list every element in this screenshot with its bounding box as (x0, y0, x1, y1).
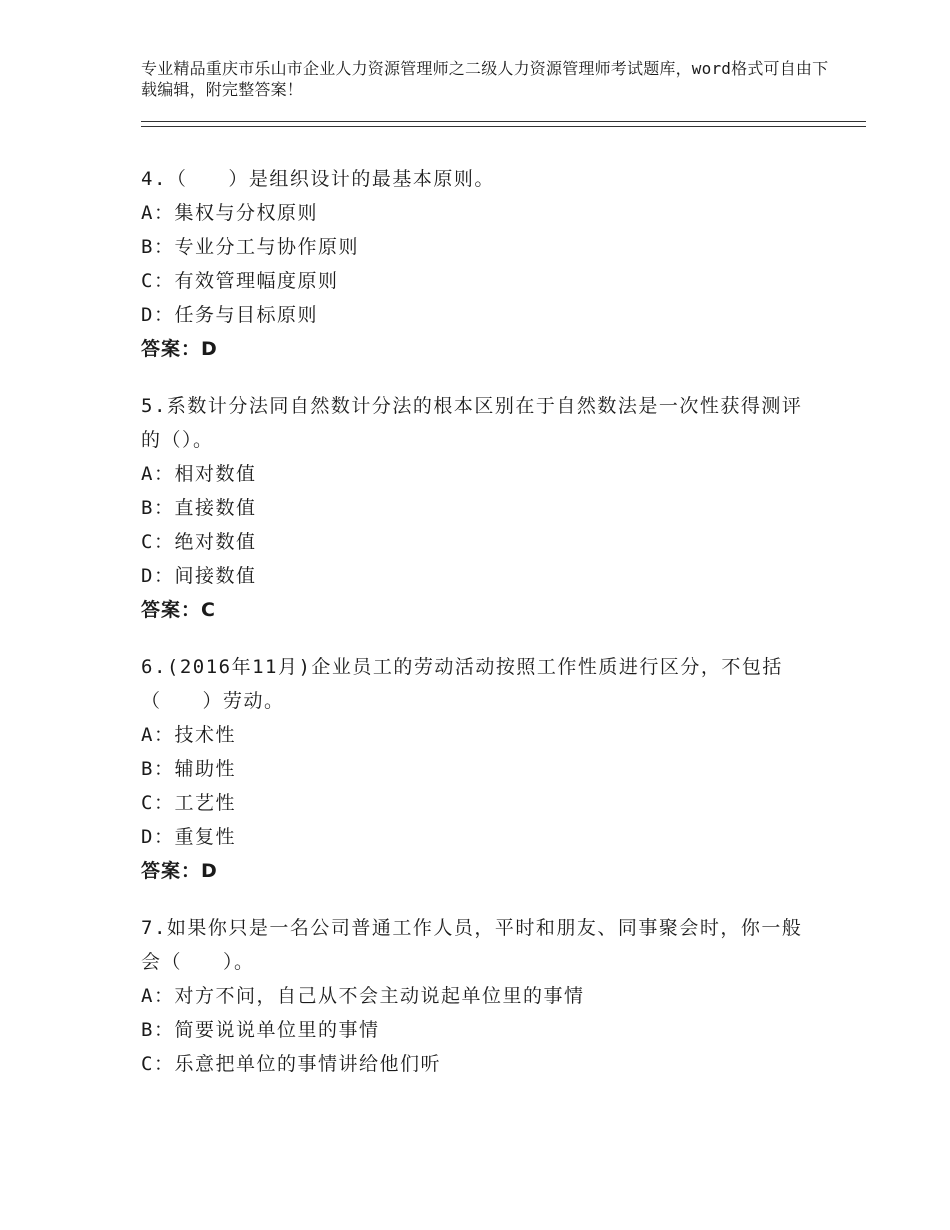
option-a: A：技术性 (141, 724, 236, 746)
question-4 (141, 162, 821, 366)
header-divider-top (141, 121, 866, 122)
option-b: B：辅助性 (141, 758, 236, 780)
option-c: C：有效管理幅度原则 (141, 270, 339, 292)
option-a: A：集权与分权原则 (141, 202, 318, 224)
option-c: C：绝对数值 (141, 531, 257, 553)
question-list (141, 162, 821, 1104)
option-d: D：任务与目标原则 (141, 304, 318, 326)
question-stem: 6.(2016年11月)企业员工的劳动活动按照工作性质进行区分，不包括（ ）劳动。 (141, 656, 783, 712)
option-b: B：专业分工与协作原则 (141, 236, 359, 258)
option-d: D：重复性 (141, 826, 236, 848)
header-divider-bottom (141, 126, 866, 127)
question-stem: 5.系数计分法同自然数计分法的根本区别在于自然数法是一次性获得测评的（）。 (141, 395, 803, 451)
option-c: C：工艺性 (141, 792, 236, 814)
answer-line: 答案：C (141, 599, 216, 621)
option-b: B：直接数值 (141, 497, 257, 519)
question-stem: 7.如果你只是一名公司普通工作人员，平时和朋友、同事聚会时，你一般会（ ）。 (141, 917, 803, 973)
document-header: 专业精品重庆市乐山市企业人力资源管理师之二级人力资源管理师考试题库，word格式可自由下载编辑，附完整答案！ (141, 59, 829, 99)
question-7 (141, 911, 821, 1081)
question-stem: 4.（ ）是组织设计的最基本原则。 (141, 168, 495, 190)
option-a: A：相对数值 (141, 463, 257, 485)
answer-line: 答案：D (141, 860, 218, 882)
question-6 (141, 650, 821, 888)
question-5 (141, 389, 821, 627)
answer-line: 答案：D (141, 338, 218, 360)
option-a: A：对方不问，自己从不会主动说起单位里的事情 (141, 985, 585, 1007)
option-b: B：简要说说单位里的事情 (141, 1019, 380, 1041)
option-d: D：间接数值 (141, 565, 257, 587)
option-c: C：乐意把单位的事情讲给他们听 (141, 1053, 441, 1075)
